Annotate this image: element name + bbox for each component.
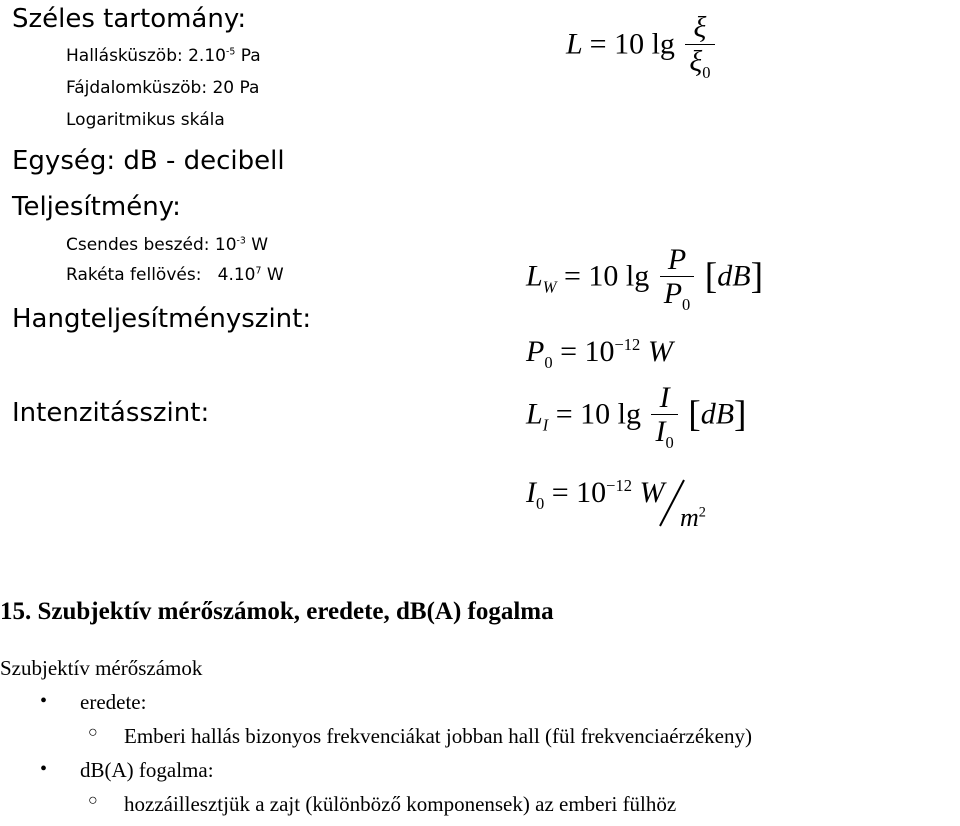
- sub-bullet-marker: ○: [88, 724, 98, 741]
- formula-intensity-level: $L_I = 10$ lg $\frac{I}{I_0}$ [dB]: [526, 381, 747, 452]
- formula-level-ratio: L = 10 lg $\frac{\xi}{\xi_0}$: [566, 12, 718, 82]
- list-item-origin: eredete:: [80, 690, 147, 714]
- bullet-marker: •: [40, 690, 48, 712]
- formula-sound-power-level: $L_W = 10$ lg $\frac{P}{P_0}$ [dB]: [526, 243, 764, 314]
- unit-title: Egység: dB - decibell: [12, 146, 285, 176]
- subheading: Szubjektív mérőszámok: [0, 656, 203, 680]
- list-item-dba: dB(A) fogalma:: [80, 758, 214, 782]
- intensity-level-title: Intenzitásszint:: [12, 398, 210, 428]
- hearing-threshold: Hallásküszöb: $2.10^{-5}$ Pa: [66, 46, 261, 66]
- sub-bullet-marker: ○: [88, 792, 98, 809]
- list-subitem-origin: Emberi hallás bizonyos frekvenciákat jobban hall (fül frekvenciaérzékeny): [124, 724, 752, 748]
- section-heading: 15. Szubjektív mérőszámok, eredete, dB(A) fogalma: [0, 598, 554, 625]
- quiet-speech: Csendes beszéd: $10^{-3}$ W: [66, 235, 269, 255]
- unit-denominator: $m^2$: [680, 503, 706, 532]
- formula-reference-intensity: $I_0 = 10^{-12}$ W: [526, 476, 665, 513]
- formula-reference-power: $P_0 = 10^{-12}$ W: [526, 335, 673, 372]
- power-title: Teljesítmény:: [12, 192, 181, 222]
- rocket-launch: Rakéta fellövés: 4.10$^7$ W: [66, 265, 284, 285]
- sound-power-level-title: Hangteljesítményszint:: [12, 304, 312, 334]
- list-subitem-dba: hozzáillesztjük a zajt (különböző komponensek) az emberi fülhöz: [124, 792, 677, 816]
- pain-threshold: Fájdalomküszöb: 20 Pa: [66, 78, 260, 98]
- log-scale: Logaritmikus skála: [66, 110, 225, 130]
- bullet-marker: •: [40, 758, 48, 780]
- broad-range-title: Széles tartomány:: [12, 4, 247, 34]
